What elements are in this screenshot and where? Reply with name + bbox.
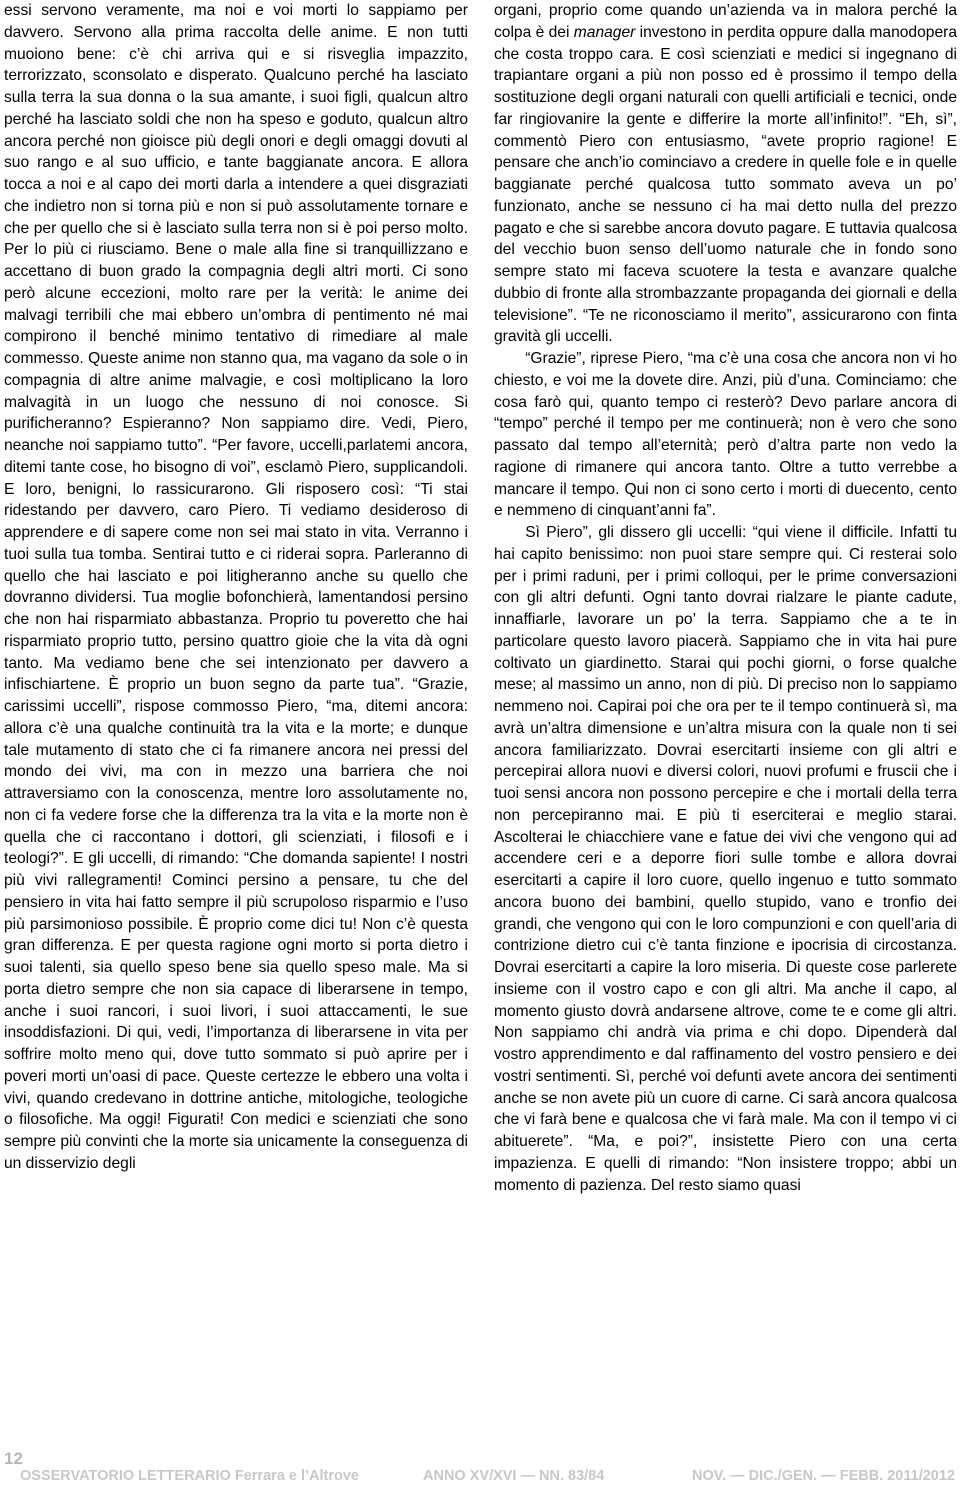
right-column bbox=[494, 0, 957, 1196]
page-footer bbox=[0, 1468, 960, 1489]
page-number: 12 bbox=[4, 1449, 23, 1468]
paragraph: Sì Piero”, gli dissero gli uccelli: “qui viene il difficile. Infatti tu hai capito benissimo: non puoi stare sempre qui. Ci resterai solo per i primi raduni, per i primi colloqui, per le prime conversazioni con gli altri defunti. Ogni tanto dovrai rialzare le piante cadute, innaffiarle, lavorare un po’ la terra. Sappiamo che a te in particolare questo lavoro piacerà. Sappiamo che in vita hai pure coltivato un giardinetto. Starai qui pochi giorni, o forse qualche mese; al massimo un anno, non di più. Di preciso non lo sappiamo nemmeno noi. Capirai poi che ora per te il tempo continuerà sì, ma avrà un’altra dimensione e un’altra misura con la quale non ti sei ancora familiarizzato. Dovrai esercitarti insieme con gli altri e percepirai allora nuovi e diversi colori, nuovi profumi e fruscii che i tuoi sensi ancora non possono percepire e che i mortali della terra non percepiranno mai. E più ti eserciterai e meglio starai. Ascolterai le chiacchiere vane e fatue dei vivi che vengono qui ad accendere ceri e a deporre fiori sulle tombe e allora dovrai esercitarti a capire il loro cuore, quello ingenuo e tutto sommato ancora buono dei bambini, quello stupido, vano e tronfio dei grandi, che vengono qui con le loro compunzioni e con quell’aria di contrizione dietro cui c’è tanta finzione e ipocrisia di circostanza. Dovrai esercitarti a capire la loro miseria. Di queste cose parlerete insieme con il vostro capo e con gli altri. Ma anche il capo, al momento giusto dovrà andarsene altrove, come te e come gli altri. Non sappiamo chi andrà via prima e chi dopo. Dipenderà dal vostro apprendimento e dal raffinamento del vostro pensiero e dei vostri sentimenti. Sì, perché voi defunti avete ancora dei sentimenti anche se non avete più un cuore di carne. Ci sarà ancora qualcosa che vi farà bene e qualcosa che vi farà male. Ma con il tempo vi ci abituerete”. “Ma, e poi?”, insistette Piero con una certa impazienza. E quelli di rimando: “Non insistere troppo; abbi un momento di pazienza. Del resto siamo quasi bbox=[494, 524, 957, 1194]
paragraph-text-end: investono in perdita oppure dalla manodopera che costa troppo cara. E così scienziati e medici si ingegnano di trapiantare organi a più non posso ed è prossimo il tempo della sostituzione degli organi naturali con quelli artificiali e tecnici, onde far ringiovanire la gente e differire la morte all’infinito!”. “Eh, sì”, commentò Piero con entusiasmo, “avete proprio ragione! E pensare che anch’io cominciavo a credere in quelle fole e in quelle baggianate perché qualcosa tutto sommato aveva un po’ funzionato, anche se nessuno ci ha mai detto nulla del prezzo pagato e che si sarebbe ancora dovuto pagare. E tuttavia qualcosa del vecchio buon senso dell’uomo naturale che in fondo sono sempre stato mi faceva scuotere la testa e avanzare qualche dubbio di fronte alla strombazzante propaganda dei giornali e della televisione”. “Te ne riconosciamo il merito”, assicurarono con finta gravità gli uccelli. bbox=[494, 23, 957, 346]
left-column bbox=[4, 0, 468, 1175]
paragraph: essi servono veramente, ma noi e voi morti lo sappiamo per davvero. Servono alla prima raccolta delle anime. E non tutti muoiono bene: c’è chi arriva qui e si risveglia impazzito, terrorizzato, sconsolato e disperato. Qualcuno perché ha lasciato sulla terra la sua donna o la sua amante, i suoi figli, qualcun altro perché ha lasciato soldi che non ha speso e goduto, qualcun altro ancora perché non gioisce più degli onori e degli omaggi dovuti al suo rango e al suo ufficio, e tante baggianate ancora. E allora tocca a noi e al capo dei morti darla a intendere a quei disgraziati che indietro non si torna più e non si può assolutamente tornare e che per quello che si è lasciato sulla terra non si è poi perso molto. Per lo più ci riusciamo. Bene o male alla fine si tranquillizzano e accettano di buon grado la compagnia degli altri morti. Ci sono però alcune eccezioni, molto rare per la verità: le anime dei malvagi terribili che mai ebbero un’ombra di pentimento né mai compirono il benché minimo tentativo di rimediare al male commesso. Queste anime non stanno qua, ma vagano da sole o in compagnia di altre anime malvagie, e così moltiplicano la loro malvagità in un luogo che nessuno di noi conosce. Si purificheranno? Espieranno? Non sappiamo dire. Vedi, Piero, neanche noi sappiamo tutto”. “Per favore, uccelli,parlatemi ancora, ditemi tante cose, ho bisogno di voi”, esclamò Piero, supplicandoli. E loro, benigni, lo rassicurarono. Gli risposero così: “Ti stai ridestando per davvero, caro Piero. Ti vediamo desideroso di apprendere e di sapere come non sei mai stato in vita. Verranno i tuoi sulla tua tomba. Sentirai tutto e ci riderai sopra. Parleranno di quello che hai lasciato e poi litigheranno anche su quello che dovranno dividersi. Tua moglie bofonchierà, lamentandosi persino che non hai risparmiato abbastanza. Proprio tu poveretto che hai risparmiato proprio tutto, persino quattro gioie che la vita dà ogni tanto. Ma vediamo bene che sei intenzionato per davvero a infischiartene. È proprio un buon segno da parte tua”. “Grazie, carissimi uccelli”, rispose commosso Piero, “ma, ditemi ancora: allora c’è una qualche continuità tra la vita e la morte; e dunque tale mutamento di stato che ci fa rimanere ancora nei pressi del mondo dei vivi, ma con in mezzo una barriera che noi attraversiamo con la conoscenza, mentre loro assolutamente no, non ci fa vedere forse che la differenza tra la vita e la morte non è quella che ci raccontano i dottori, gli scienziati, i filosofi e i teologi?”. E gli uccelli, di rimando: “Che domanda sapiente! I nostri più vivi rallegramenti! Cominci persino a pensare, tu che del pensiero in vita hai fatto sempre il più scrupoloso risparmio e l’uso più parsimonioso possibile. È proprio come dici tu! Non c’è questa gran differenza. E per questa ragione ogni morto si porta dietro i suoi talenti, sia quello speso bene sia quello speso male. Ma si porta dietro sempre che non sia capace di liberarsene in tempo, anche i suoi rancori, i suoi livori, i suoi attaccamenti, le sue insoddisfazioni. Di qui, vedi, l’importanza di liberarsene in vita per soffrire molto meno qui, dove tutto sommato si può aprire per i poveri morti un’oasi di pace. Queste certezze le ebbero una volta i vivi, quando credevano in dottrine antiche, mitologiche, teologiche o filosofiche. Ma oggi! Figurati! Con medici e scienziati che sono sempre più convinti che la morte sia unicamente la conseguenza di un disservizio degli bbox=[4, 2, 468, 1172]
footer-journal-title: OSSERVATORIO LETTERARIO Ferrara e l’Altrove bbox=[20, 1468, 359, 1484]
paragraph: “Grazie”, riprese Piero, “ma c’è una cosa che ancora non vi ho chiesto, e voi me la dovete dire. Anzi, più d’una. Cominciamo: che cosa farò qui, quanto tempo ci resterò? Devo parlare ancora di “tempo” perché il tempo per me continuerà; non è vero che sono passato dal tempo all’eternità; però d’altra parte non vedo la ragione di rimanere qui ancora tanto. Oltre a tutto verrebbe a mancare il tempo. Qui non ci sono certo i morti di duecento, cento e nemmeno di cinquant’anni fa”. bbox=[494, 350, 957, 520]
paragraph bbox=[494, 0, 957, 348]
italic-term: manager bbox=[573, 23, 636, 41]
footer-dates: NOV. — DIC./GEN. — FEBB. 2011/2012 bbox=[692, 1468, 955, 1484]
footer-issue: ANNO XV/XVI — NN. 83/84 bbox=[423, 1468, 605, 1484]
paragraph-text-start: organi, proprio come quando un’azienda va in malora perché la colpa è dei bbox=[494, 2, 957, 41]
